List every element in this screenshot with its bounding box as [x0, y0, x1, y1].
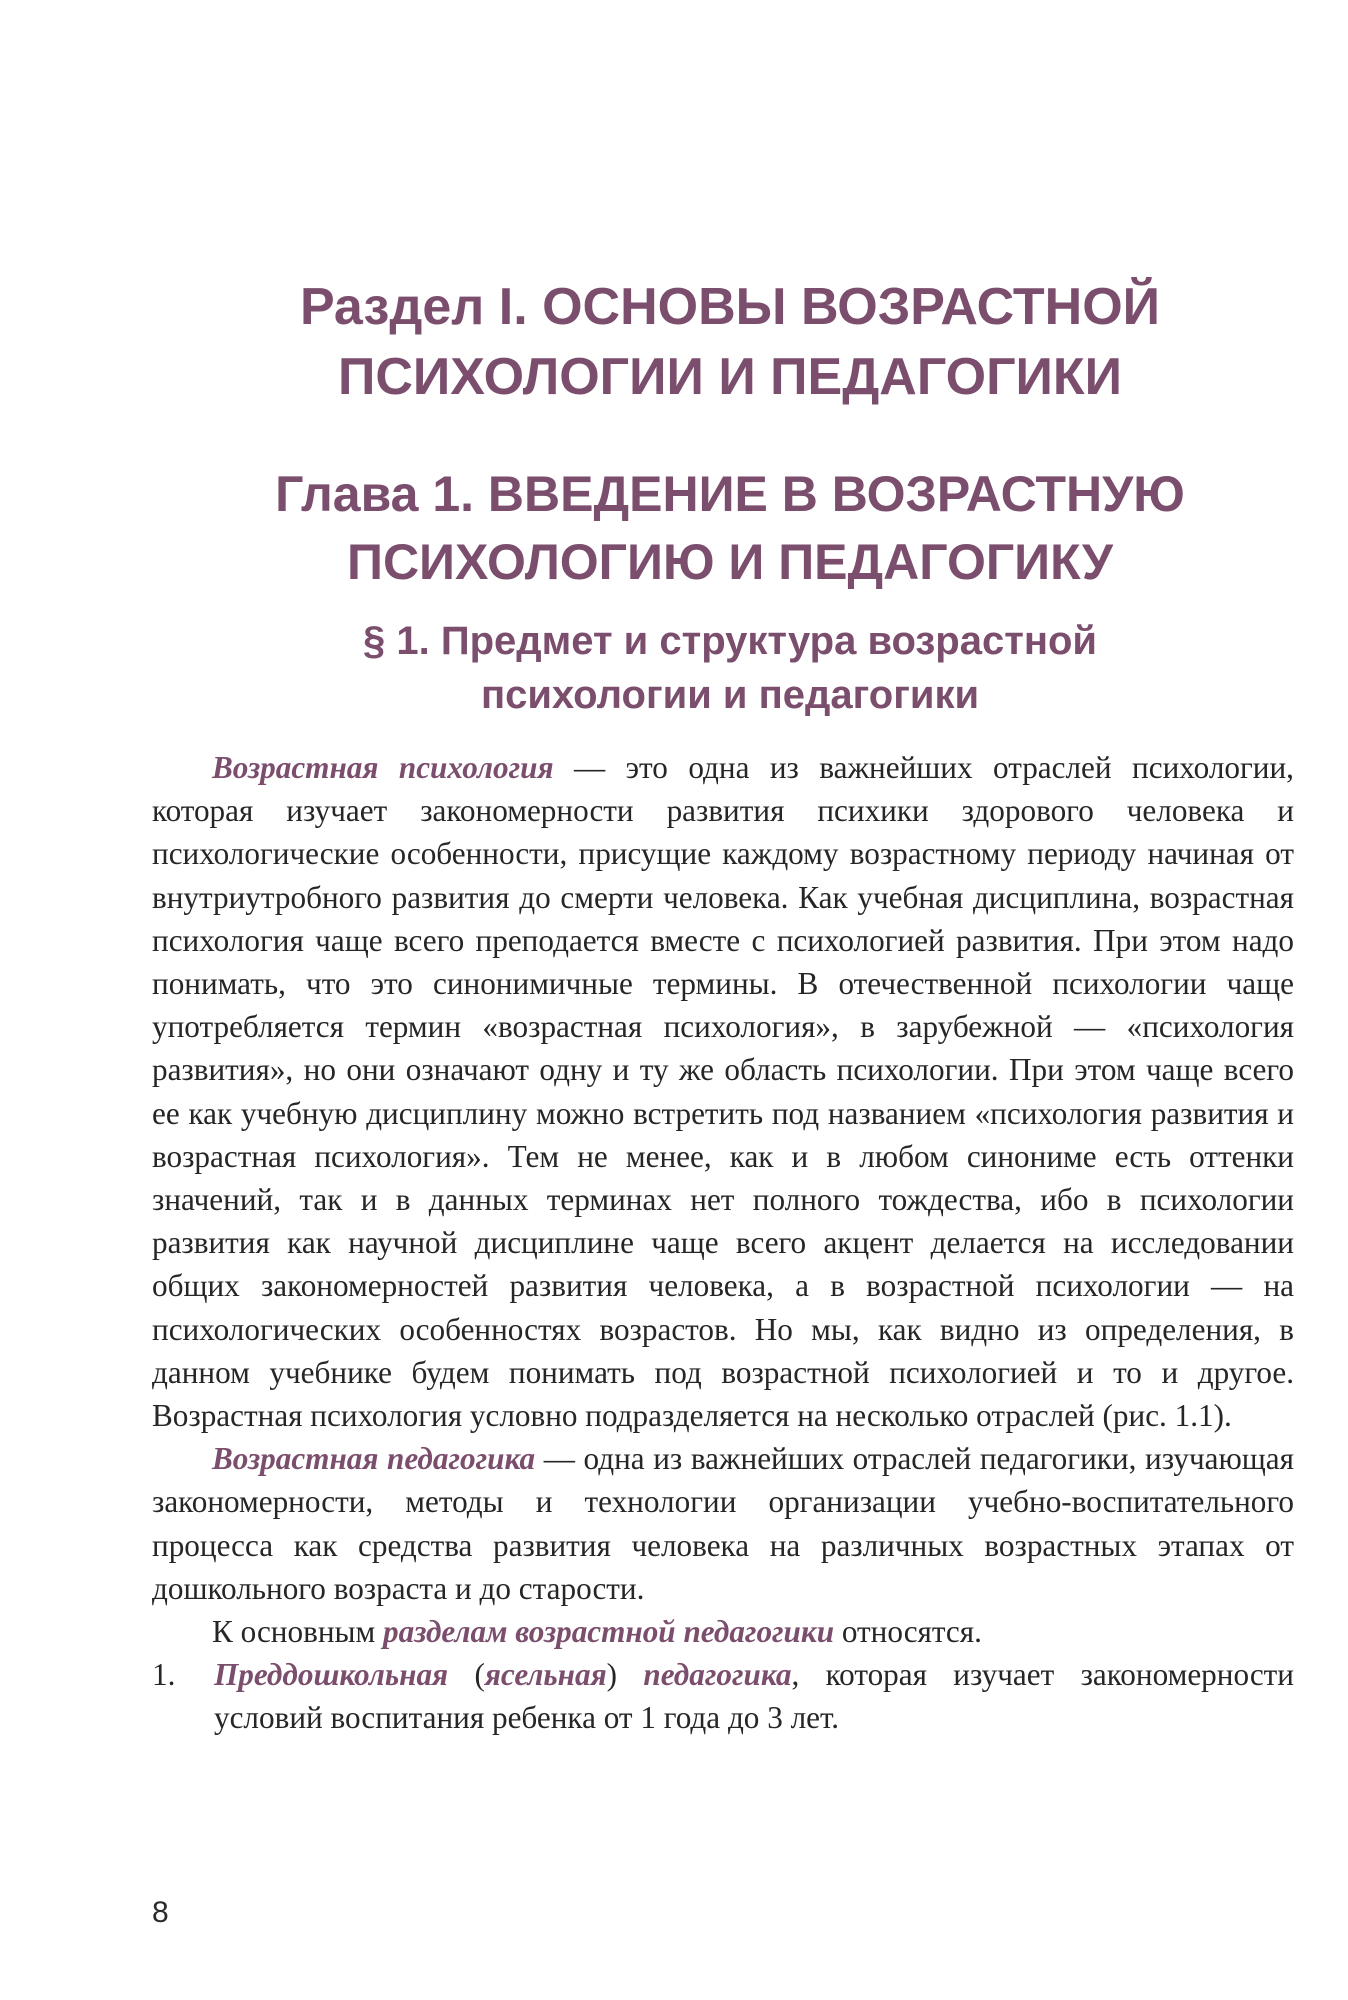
paragraph-sections-intro [152, 1610, 1294, 1653]
list-item-text: , которая изучает закономерности условий воспитания ребенка от 1 года до 3 лет. [214, 1657, 1294, 1736]
paragraph-title [200, 614, 1260, 722]
list-item-number: 1. [152, 1657, 176, 1693]
paragraph-age-psychology-text: — это одна из важнейших отраслей психологии, которая изучает закономерности развития психики здорового человека и психологические особенности, присущие каждому возрастному периоду начиная от внутриутробного развития до смерти человека. Как учебная дисциплина, возрастная психология чаще всего преподается вместе с психологией развития. При этом надо понимать, что это синонимичные термины. В отечественной психологии чаще употребляется термин «возрастная психология», в зарубежной — «психология развития», но они означают одну и ту же область психологии. При этом чаще всего ее как учебную дисциплину можно встретить под названием «психология развития и возрастная психология». Тем не менее, как и в любом синониме есть оттенки значений, так и в данных терминах нет полного тождества, ибо в психологии развития как научной дисциплине чаще всего акцент делается на исследовании общих закономерностей развития человека, а в возрастной психологии — на психологических особенностях возрастов. Но мы, как видно из определения, в данном учебнике будем понимать под возрастной психологией и то и другое. Возрастная психология условно подразделяется на несколько отраслей (рис. 1.1). [152, 750, 1294, 1434]
section-title-line2: ПСИХОЛОГИИ И ПЕДАГОГИКИ [337, 348, 1123, 406]
term-preschool: Преддошкольная [214, 1657, 449, 1693]
paren-open: ( [448, 1657, 485, 1693]
term-nursery: ясельная [484, 1657, 607, 1693]
chapter-title-line2: ПСИХОЛОГИЮ И ПЕДАГОГИКУ [347, 534, 1113, 590]
paragraph-age-pedagogy-text: — одна из важнейших отраслей педагогики, изучающая закономерности, методы и технологии организации учебно-воспитательного процесса как средства развития человека на различных возрастных этапах от дошкольного возраста и до старости. [152, 1441, 1294, 1606]
paragraph-title-line2: психологии и педагогики [480, 673, 980, 717]
sections-intro-post: относятся. [834, 1614, 982, 1650]
term-age-pedagogy: Возрастная педагогика [212, 1441, 536, 1477]
section-title [160, 272, 1300, 412]
term-pedagogy-sections: разделам возрастной педагогики [383, 1614, 835, 1650]
term-age-psychology: Возрастная психология [212, 750, 554, 785]
page-number: 8 [152, 1896, 169, 1929]
paragraph-age-psychology [152, 746, 1294, 1437]
body-text [152, 746, 1294, 1740]
sections-intro-pre: К основным [212, 1614, 383, 1650]
list-item [152, 1653, 1294, 1739]
chapter-title [160, 460, 1300, 596]
paragraph-age-pedagogy [152, 1437, 1294, 1610]
term-pedagogy: педагогика [643, 1657, 792, 1693]
paragraph-title-line1: § 1. Предмет и структура возрастной [362, 619, 1098, 663]
chapter-title-line1: Глава 1. ВВЕДЕНИЕ В ВОЗРАСТНУЮ [275, 466, 1185, 522]
section-title-line1: Раздел I. ОСНОВЫ ВОЗРАСТНОЙ [299, 278, 1161, 336]
paren-close: ) [606, 1657, 644, 1693]
